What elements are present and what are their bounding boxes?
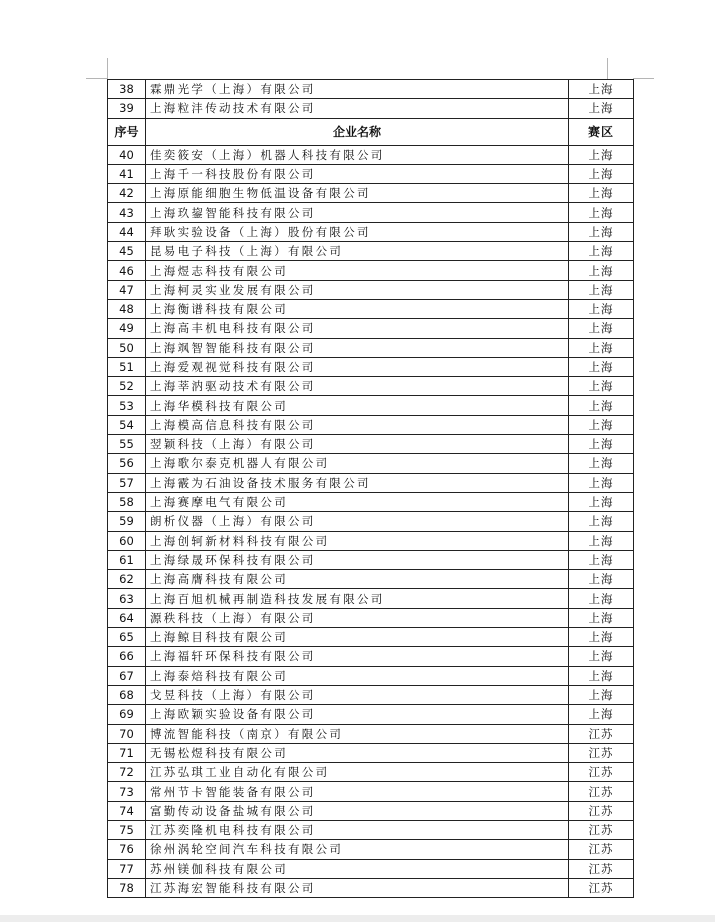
cell-region: 上海 xyxy=(569,531,634,550)
cell-region: 上海 xyxy=(569,145,634,164)
cell-name: 上海创轲新材料科技有限公司 xyxy=(146,531,569,550)
cell-num: 64 xyxy=(108,608,146,627)
cell-region: 上海 xyxy=(569,705,634,724)
table-row xyxy=(108,666,634,685)
cell-num: 74 xyxy=(108,801,146,820)
cell-name: 上海衡谱科技有限公司 xyxy=(146,299,569,318)
cell-num: 53 xyxy=(108,396,146,415)
cell-num: 38 xyxy=(108,80,146,99)
cell-num: 50 xyxy=(108,338,146,357)
table-row xyxy=(108,705,634,724)
cell-region: 上海 xyxy=(569,512,634,531)
cell-name: 上海高膺科技有限公司 xyxy=(146,570,569,589)
cell-region: 上海 xyxy=(569,164,634,183)
table-row xyxy=(108,724,634,743)
cell-region: 上海 xyxy=(569,454,634,473)
cell-num: 56 xyxy=(108,454,146,473)
cell-num: 62 xyxy=(108,570,146,589)
cell-name: 上海欧颖实验设备有限公司 xyxy=(146,705,569,724)
cell-region: 江苏 xyxy=(569,724,634,743)
table-row xyxy=(108,512,634,531)
cell-region: 上海 xyxy=(569,415,634,434)
cell-num: 39 xyxy=(108,99,146,118)
cell-region: 江苏 xyxy=(569,878,634,897)
cell-region: 上海 xyxy=(569,357,634,376)
cell-num: 49 xyxy=(108,319,146,338)
crop-mark-top-right-horizontal xyxy=(633,78,654,79)
cell-num: 65 xyxy=(108,628,146,647)
table-row xyxy=(108,184,634,203)
cell-num: 43 xyxy=(108,203,146,222)
cell-name: 上海鲸目科技有限公司 xyxy=(146,628,569,647)
cell-region: 江苏 xyxy=(569,820,634,839)
table-row xyxy=(108,492,634,511)
crop-mark-top-left-vertical xyxy=(107,58,108,79)
table-row xyxy=(108,859,634,878)
table-row xyxy=(108,357,634,376)
cell-num: 48 xyxy=(108,299,146,318)
table-row xyxy=(108,80,634,99)
cell-name: 上海飒智智能科技有限公司 xyxy=(146,338,569,357)
cell-num: 68 xyxy=(108,685,146,704)
cell-num: 61 xyxy=(108,550,146,569)
cell-name: 上海原能细胞生物低温设备有限公司 xyxy=(146,184,569,203)
cell-num: 55 xyxy=(108,435,146,454)
cell-name: 上海柯灵实业发展有限公司 xyxy=(146,280,569,299)
cell-region: 上海 xyxy=(569,589,634,608)
cell-region: 上海 xyxy=(569,99,634,118)
table-row xyxy=(108,261,634,280)
cell-num: 59 xyxy=(108,512,146,531)
cell-name: 上海歌尔泰克机器人有限公司 xyxy=(146,454,569,473)
cell-name: 上海爱观视觉科技有限公司 xyxy=(146,357,569,376)
cell-name: 上海赛摩电气有限公司 xyxy=(146,492,569,511)
table-row xyxy=(108,319,634,338)
rows-main xyxy=(108,145,634,898)
cell-region: 上海 xyxy=(569,666,634,685)
table-row xyxy=(108,145,634,164)
table-row xyxy=(108,589,634,608)
table-row xyxy=(108,782,634,801)
cell-num: 46 xyxy=(108,261,146,280)
cell-name: 上海莘汭驱动技术有限公司 xyxy=(146,377,569,396)
cell-name: 朗析仪器（上海）有限公司 xyxy=(146,512,569,531)
cell-name: 富勤传动设备盐城有限公司 xyxy=(146,801,569,820)
cell-num: 75 xyxy=(108,820,146,839)
cell-name: 上海泰焙科技有限公司 xyxy=(146,666,569,685)
cell-name: 上海煜志科技有限公司 xyxy=(146,261,569,280)
table-row xyxy=(108,685,634,704)
table-row xyxy=(108,415,634,434)
cell-name: 常州节卡智能装备有限公司 xyxy=(146,782,569,801)
cell-name: 上海华模科技有限公司 xyxy=(146,396,569,415)
table-row xyxy=(108,454,634,473)
cell-name: 上海百旭机械再制造科技发展有限公司 xyxy=(146,589,569,608)
table-row xyxy=(108,396,634,415)
table-row xyxy=(108,473,634,492)
cell-name: 上海模高信息科技有限公司 xyxy=(146,415,569,434)
table-row xyxy=(108,550,634,569)
cell-name: 佳奕筱安（上海）机器人科技有限公司 xyxy=(146,145,569,164)
cell-num: 78 xyxy=(108,878,146,897)
cell-region: 上海 xyxy=(569,435,634,454)
crop-mark-top-left-horizontal xyxy=(86,78,107,79)
cell-region: 江苏 xyxy=(569,840,634,859)
cell-num: 52 xyxy=(108,377,146,396)
cell-num: 44 xyxy=(108,222,146,241)
table-row xyxy=(108,531,634,550)
table-row xyxy=(108,878,634,897)
cell-region: 上海 xyxy=(569,647,634,666)
table-row xyxy=(108,203,634,222)
cell-name: 徐州涡轮空间汽车科技有限公司 xyxy=(146,840,569,859)
table-row xyxy=(108,222,634,241)
table-header xyxy=(108,118,634,145)
cell-region: 上海 xyxy=(569,319,634,338)
cell-num: 77 xyxy=(108,859,146,878)
cell-name: 博流智能科技（南京）有限公司 xyxy=(146,724,569,743)
table-row xyxy=(108,99,634,118)
cell-region: 上海 xyxy=(569,338,634,357)
cell-region: 上海 xyxy=(569,280,634,299)
rows-before-header xyxy=(108,80,634,119)
company-list-table xyxy=(107,79,634,898)
cell-num: 60 xyxy=(108,531,146,550)
cell-num: 42 xyxy=(108,184,146,203)
cell-num: 63 xyxy=(108,589,146,608)
cell-region: 上海 xyxy=(569,184,634,203)
cell-region: 江苏 xyxy=(569,763,634,782)
cell-name: 江苏海宏智能科技有限公司 xyxy=(146,878,569,897)
cell-name: 源秩科技（上海）有限公司 xyxy=(146,608,569,627)
cell-region: 上海 xyxy=(569,299,634,318)
table-row xyxy=(108,299,634,318)
cell-name: 上海千一科技股份有限公司 xyxy=(146,164,569,183)
page-gap xyxy=(0,915,715,922)
cell-region: 上海 xyxy=(569,550,634,569)
cell-num: 45 xyxy=(108,242,146,261)
cell-num: 76 xyxy=(108,840,146,859)
table-row xyxy=(108,242,634,261)
cell-region: 上海 xyxy=(569,570,634,589)
cell-num: 67 xyxy=(108,666,146,685)
cell-name: 江苏弘琪工业自动化有限公司 xyxy=(146,763,569,782)
cell-region: 上海 xyxy=(569,242,634,261)
cell-region: 江苏 xyxy=(569,801,634,820)
table-row xyxy=(108,280,634,299)
header-name: 企业名称 xyxy=(146,118,569,145)
cell-region: 上海 xyxy=(569,473,634,492)
table-row xyxy=(108,647,634,666)
cell-num: 47 xyxy=(108,280,146,299)
cell-num: 57 xyxy=(108,473,146,492)
cell-region: 上海 xyxy=(569,685,634,704)
cell-region: 上海 xyxy=(569,396,634,415)
cell-num: 70 xyxy=(108,724,146,743)
cell-region: 江苏 xyxy=(569,859,634,878)
cell-region: 上海 xyxy=(569,222,634,241)
table-row xyxy=(108,164,634,183)
cell-region: 上海 xyxy=(569,203,634,222)
cell-region: 上海 xyxy=(569,492,634,511)
table-row xyxy=(108,820,634,839)
cell-num: 73 xyxy=(108,782,146,801)
cell-region: 上海 xyxy=(569,80,634,99)
cell-name: 上海玖鋆智能科技有限公司 xyxy=(146,203,569,222)
table-row xyxy=(108,435,634,454)
cell-region: 上海 xyxy=(569,608,634,627)
cell-name: 上海绿晟环保科技有限公司 xyxy=(146,550,569,569)
table-row xyxy=(108,840,634,859)
table-row xyxy=(108,377,634,396)
cell-name: 无锡松煜科技有限公司 xyxy=(146,743,569,762)
cell-region: 江苏 xyxy=(569,743,634,762)
cell-region: 上海 xyxy=(569,377,634,396)
cell-name: 霖鼎光学（上海）有限公司 xyxy=(146,80,569,99)
cell-num: 51 xyxy=(108,357,146,376)
crop-mark-top-right-vertical xyxy=(607,58,608,79)
cell-num: 71 xyxy=(108,743,146,762)
cell-num: 41 xyxy=(108,164,146,183)
cell-name: 江苏奕隆机电科技有限公司 xyxy=(146,820,569,839)
cell-num: 69 xyxy=(108,705,146,724)
table-row xyxy=(108,628,634,647)
cell-name: 上海高丰机电科技有限公司 xyxy=(146,319,569,338)
table-row xyxy=(108,801,634,820)
cell-name: 翌颖科技（上海）有限公司 xyxy=(146,435,569,454)
header-row xyxy=(108,118,634,145)
cell-name: 苏州镁伽科技有限公司 xyxy=(146,859,569,878)
cell-name: 上海粒沣传动技术有限公司 xyxy=(146,99,569,118)
cell-num: 40 xyxy=(108,145,146,164)
header-num: 序号 xyxy=(108,118,146,145)
cell-name: 昆易电子科技（上海）有限公司 xyxy=(146,242,569,261)
cell-name: 拜耿实验设备（上海）股份有限公司 xyxy=(146,222,569,241)
header-region: 赛区 xyxy=(569,118,634,145)
cell-name: 上海福轩环保科技有限公司 xyxy=(146,647,569,666)
cell-num: 58 xyxy=(108,492,146,511)
table-row xyxy=(108,570,634,589)
cell-num: 66 xyxy=(108,647,146,666)
table-row xyxy=(108,743,634,762)
table-row xyxy=(108,763,634,782)
cell-name: 上海霰为石油设备技术服务有限公司 xyxy=(146,473,569,492)
cell-region: 上海 xyxy=(569,261,634,280)
cell-num: 54 xyxy=(108,415,146,434)
cell-name: 戈昱科技（上海）有限公司 xyxy=(146,685,569,704)
table-row xyxy=(108,338,634,357)
cell-num: 72 xyxy=(108,763,146,782)
cell-region: 上海 xyxy=(569,628,634,647)
table-row xyxy=(108,608,634,627)
cell-region: 江苏 xyxy=(569,782,634,801)
